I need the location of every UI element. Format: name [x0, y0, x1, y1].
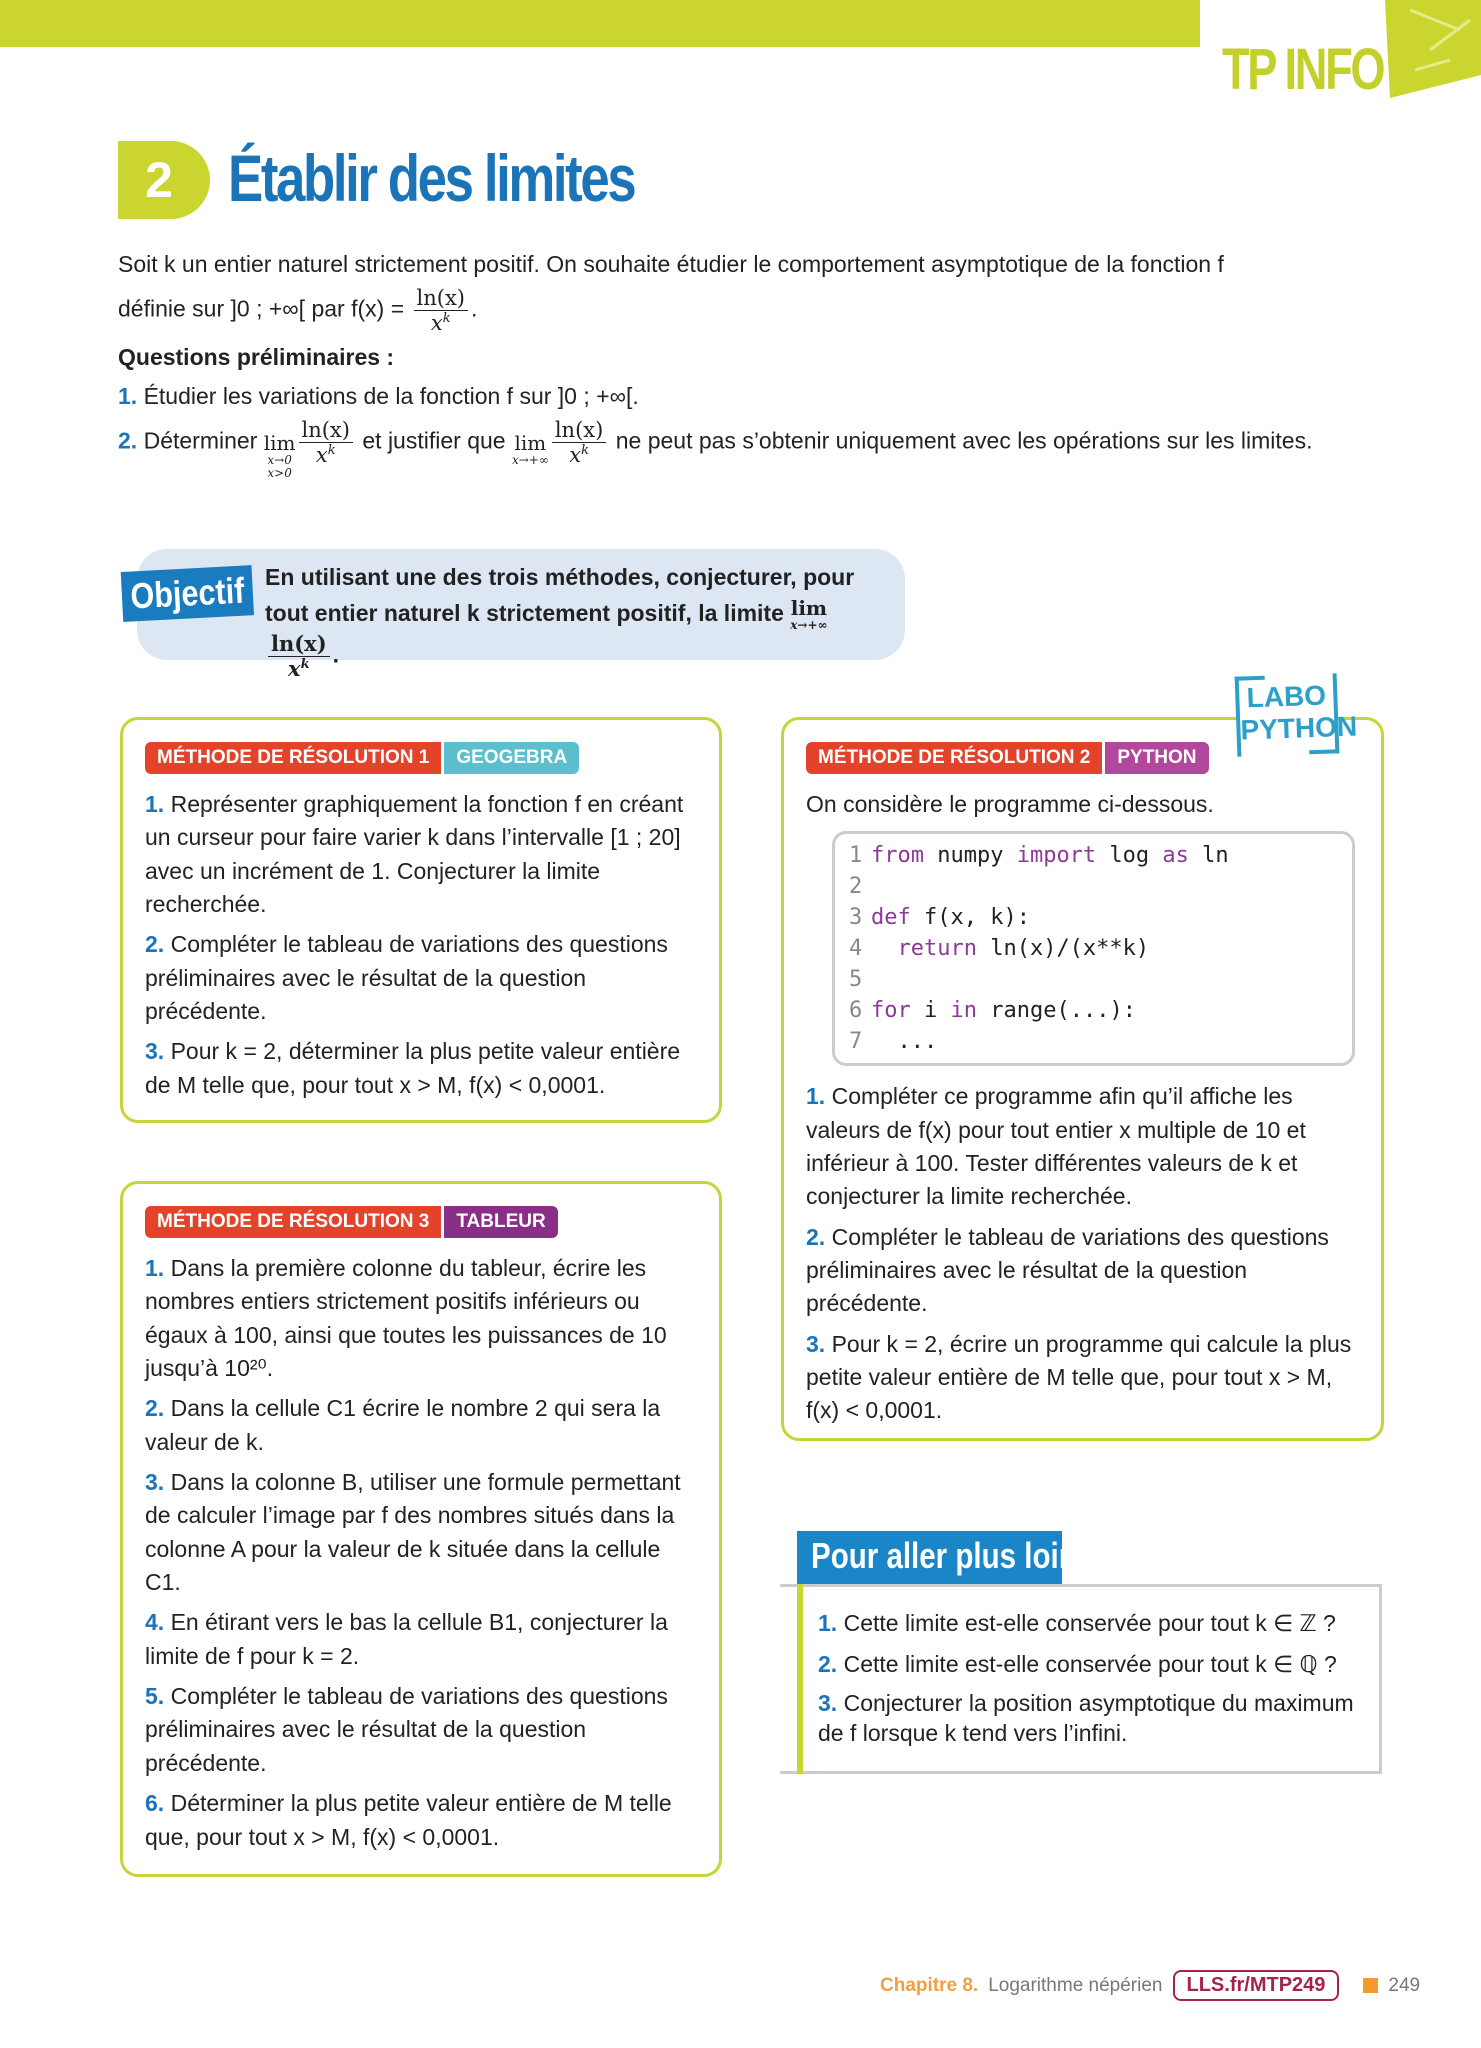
- code-line: [849, 1026, 1338, 1057]
- q-text: Compléter le tableau de variations des questions préliminaires avec le résultat de la question précédente.: [806, 1223, 1329, 1317]
- limit-expression: [512, 432, 549, 467]
- code-line: [849, 964, 1338, 995]
- keyword: import: [1016, 843, 1097, 869]
- question: [145, 1252, 697, 1385]
- denominator: [569, 443, 589, 467]
- tool-tag: PYTHON: [1105, 742, 1208, 774]
- intro: [118, 248, 1338, 486]
- line-number: 5: [849, 967, 863, 993]
- method-tag: MÉTHODE DE RÉSOLUTION 3: [145, 1206, 441, 1238]
- keyword: from: [871, 843, 924, 869]
- tool-tag: GEOGEBRA: [444, 742, 579, 774]
- q-number: 2.: [145, 1395, 165, 1422]
- numerator: ln(x): [552, 418, 606, 443]
- code: ...: [871, 1029, 938, 1055]
- plus-loin-title-text: Pour aller plus loin: [811, 1535, 1077, 1576]
- code-line: [849, 933, 1338, 964]
- q-number: 2.: [145, 931, 165, 958]
- keyword: for: [871, 998, 911, 1024]
- q-text: Compléter ce programme afin qu’il affiche les valeurs de f(x) pour tout entier x multiple de 10 et inférieur à 100. Tester différentes valeurs de k et conjecturer la limite recherchée.: [806, 1083, 1306, 1210]
- q-number: 6.: [145, 1790, 165, 1817]
- q-number: 1.: [118, 382, 138, 409]
- q-text: Conjecturer la position asymptotique du maximum de f lorsque k tend vers l’infini.: [818, 1690, 1354, 1747]
- line-number: 2: [849, 874, 863, 900]
- method-1-box: [120, 717, 722, 1123]
- q-number: 3.: [818, 1690, 838, 1717]
- denominator: [431, 311, 451, 335]
- intro-p2-end: .: [471, 295, 478, 322]
- numerator: ln(x): [299, 418, 353, 443]
- q-text: Pour k = 2, écrire un programme qui calcule la plus petite valeur entière de M telle que, pour tout x > M, f(x) < 0,0001.: [806, 1330, 1352, 1424]
- keyword: as: [1162, 843, 1189, 869]
- intro-p1: Soit k un entier naturel strictement positif. On souhaite étudier le comportement asymptotique de la fonction f: [118, 251, 1224, 277]
- labo-python-badge: [1235, 673, 1358, 757]
- q-text: Pour k = 2, déterminer la plus petite valeur entière de M telle que, pour tout x > M, f(x) < 0,0001.: [145, 1038, 681, 1098]
- den-exp: k: [327, 442, 336, 458]
- numerator: ln(x): [268, 632, 330, 657]
- keyword: return: [871, 936, 977, 962]
- section-label: TP INFO: [1222, 37, 1384, 102]
- exercise-number: 2: [118, 141, 210, 219]
- q-number: 1.: [145, 791, 165, 817]
- question: [145, 1787, 697, 1854]
- fraction: [552, 418, 606, 467]
- fraction: [268, 632, 330, 681]
- q-text: Étudier les variations de la fonction f sur ]0 ; +∞[.: [143, 382, 639, 409]
- method-2-box: [781, 717, 1384, 1441]
- method-tag: MÉTHODE DE RÉSOLUTION 1: [145, 742, 441, 774]
- q-text: Dans la cellule C1 écrire le nombre 2 qui sera la valeur de k.: [145, 1395, 661, 1455]
- question: [145, 788, 697, 921]
- code-line: [849, 840, 1338, 871]
- q-text: Compléter le tableau de variations des questions préliminaires avec le résultat de la question précédente.: [145, 931, 668, 1025]
- tool-tag: TABLEUR: [444, 1206, 557, 1238]
- line-number: 6: [849, 998, 863, 1024]
- chapter-title: Logarithme népérien: [988, 1974, 1163, 1996]
- prelim-question-2: [118, 418, 1338, 480]
- limit-expression: [790, 597, 827, 632]
- q-text: Représenter graphiquement la fonction f en créant un curseur pour faire varier k dans l’intervalle [1 ; 20] avec un incrément de 1. Conjecturer la limite recherchée.: [145, 791, 684, 918]
- q-text: et justifier que: [362, 427, 506, 454]
- q-number: 1.: [818, 1610, 838, 1636]
- q-text: En étirant vers le bas la cellule B1, conjecturer la limite de f pour k = 2.: [145, 1609, 668, 1669]
- q-number: 3.: [145, 1469, 165, 1496]
- question: [806, 1328, 1359, 1428]
- den-base: x: [288, 656, 301, 682]
- q-number: 5.: [145, 1683, 165, 1710]
- question: [806, 1221, 1359, 1321]
- question: [145, 1466, 697, 1599]
- q-text: ne peut pas s’obtenir uniquement avec les opérations sur les limites.: [615, 427, 1313, 454]
- questions-heading: Questions préliminaires :: [118, 344, 395, 371]
- q-text: Dans la colonne B, utiliser une formule permettant de calculer l’image par f des nombres situés dans la colonne A pour la valeur de k située dans la cellule C1.: [145, 1469, 681, 1596]
- q-number: 1.: [806, 1083, 826, 1110]
- method-tag: MÉTHODE DE RÉSOLUTION 2: [806, 742, 1102, 774]
- question: [145, 928, 697, 1028]
- q-text: Dans la première colonne du tableur, écrire les nombres entiers strictement positifs inférieurs ou égaux à 100, ainsi que toutes les puissances de 10 jusqu’à 10²⁰.: [145, 1255, 667, 1382]
- denominator: [288, 657, 310, 681]
- den-base: x: [430, 311, 443, 336]
- den-exp: k: [442, 311, 451, 327]
- code-line: [849, 871, 1338, 902]
- header-band: [0, 0, 1200, 47]
- footer: [880, 1970, 1420, 2001]
- code: numpy: [923, 843, 1017, 869]
- objectif-label: Objectif: [121, 565, 254, 622]
- method-3-box: [120, 1181, 722, 1877]
- q-number: 2.: [118, 427, 138, 454]
- q-text: Déterminer la plus petite valeur entière de M telle que, pour tout x > M, f(x) < 0,0001.: [145, 1790, 672, 1850]
- lim-sub: x→+∞: [511, 452, 549, 467]
- code: i: [910, 998, 951, 1024]
- page-number: 249: [1388, 1974, 1421, 1996]
- code-line: [849, 902, 1338, 933]
- code: log: [1096, 843, 1163, 869]
- code: f(x, k):: [910, 905, 1030, 931]
- lim: lim: [514, 430, 547, 455]
- page-title: Établir des limites: [228, 141, 635, 215]
- q-text: Cette limite est-elle conservée pour tout k ∈ ℚ ?: [843, 1651, 1337, 1678]
- q-text: Compléter le tableau de variations des questions préliminaires avec le résultat de la question précédente.: [145, 1683, 668, 1776]
- fraction: [414, 286, 468, 335]
- question: [818, 1689, 1359, 1749]
- keyword: def: [871, 905, 911, 931]
- lim-sub: x→0: [267, 452, 292, 467]
- question: [145, 1392, 697, 1459]
- method-tags: [145, 1206, 697, 1238]
- prelim-question-1: [118, 380, 1338, 412]
- question: [145, 1606, 697, 1673]
- line-number: 3: [849, 905, 863, 931]
- q-number: 3.: [806, 1330, 826, 1357]
- objectif-text: [265, 560, 895, 681]
- code-line: [849, 995, 1338, 1026]
- page-marker-square: [1363, 1978, 1378, 1993]
- resource-link[interactable]: LLS.fr/MTP249: [1173, 1970, 1340, 2001]
- keyword: in: [950, 998, 977, 1024]
- lim-sub: x→+∞: [790, 617, 828, 632]
- line-number: 4: [849, 936, 863, 962]
- code-block: [832, 831, 1355, 1066]
- q-text: Déterminer: [143, 427, 258, 454]
- period: .: [332, 641, 340, 668]
- intro-p2-start: définie sur ]0 ; +∞[ par f(x) =: [118, 295, 405, 322]
- code: range(...):: [977, 998, 1136, 1024]
- line-number: 1: [849, 843, 863, 869]
- den-exp: k: [300, 657, 310, 673]
- line-number: 7: [849, 1029, 863, 1055]
- intro-p2: [118, 286, 1338, 335]
- chapter-number: Chapitre 8.: [880, 1974, 979, 1996]
- question: [145, 1035, 697, 1102]
- q-number: 1.: [145, 1255, 165, 1281]
- method-tags: [145, 742, 697, 774]
- lim: lim: [790, 595, 828, 620]
- lim-sub2: x>0: [267, 466, 292, 481]
- denominator: [316, 443, 336, 467]
- badge-line-1: LABO: [1246, 679, 1327, 714]
- plus-loin-title: [797, 1531, 1077, 1584]
- code: ln: [1188, 843, 1229, 869]
- plus-loin-box: [780, 1584, 1382, 1774]
- question: [818, 1648, 1359, 1680]
- badge-line-2: PYTHON: [1239, 710, 1358, 746]
- program-intro: On considère le programme ci-dessous.: [806, 791, 1214, 817]
- q-number: 2.: [818, 1651, 838, 1678]
- question: [818, 1607, 1359, 1639]
- q-number: 2.: [806, 1223, 826, 1250]
- code: ln(x)/(x**k): [976, 936, 1150, 962]
- q-number: 4.: [145, 1609, 165, 1636]
- limit-expression: [264, 432, 296, 480]
- q-text: Cette limite est-elle conservée pour tout k ∈ ℤ ?: [843, 1610, 1336, 1636]
- numerator: ln(x): [414, 286, 468, 311]
- question: [145, 1680, 697, 1780]
- den-base: x: [569, 442, 582, 467]
- q-number: 3.: [145, 1038, 165, 1065]
- den-base: x: [315, 442, 328, 467]
- den-exp: k: [581, 442, 589, 458]
- fraction: [299, 418, 353, 467]
- lim: lim: [263, 430, 296, 455]
- objectif-sentence: En utilisant une des trois méthodes, conjecturer, pour tout entier naturel k strictement positif, la limite: [265, 564, 855, 626]
- question: [806, 1080, 1359, 1213]
